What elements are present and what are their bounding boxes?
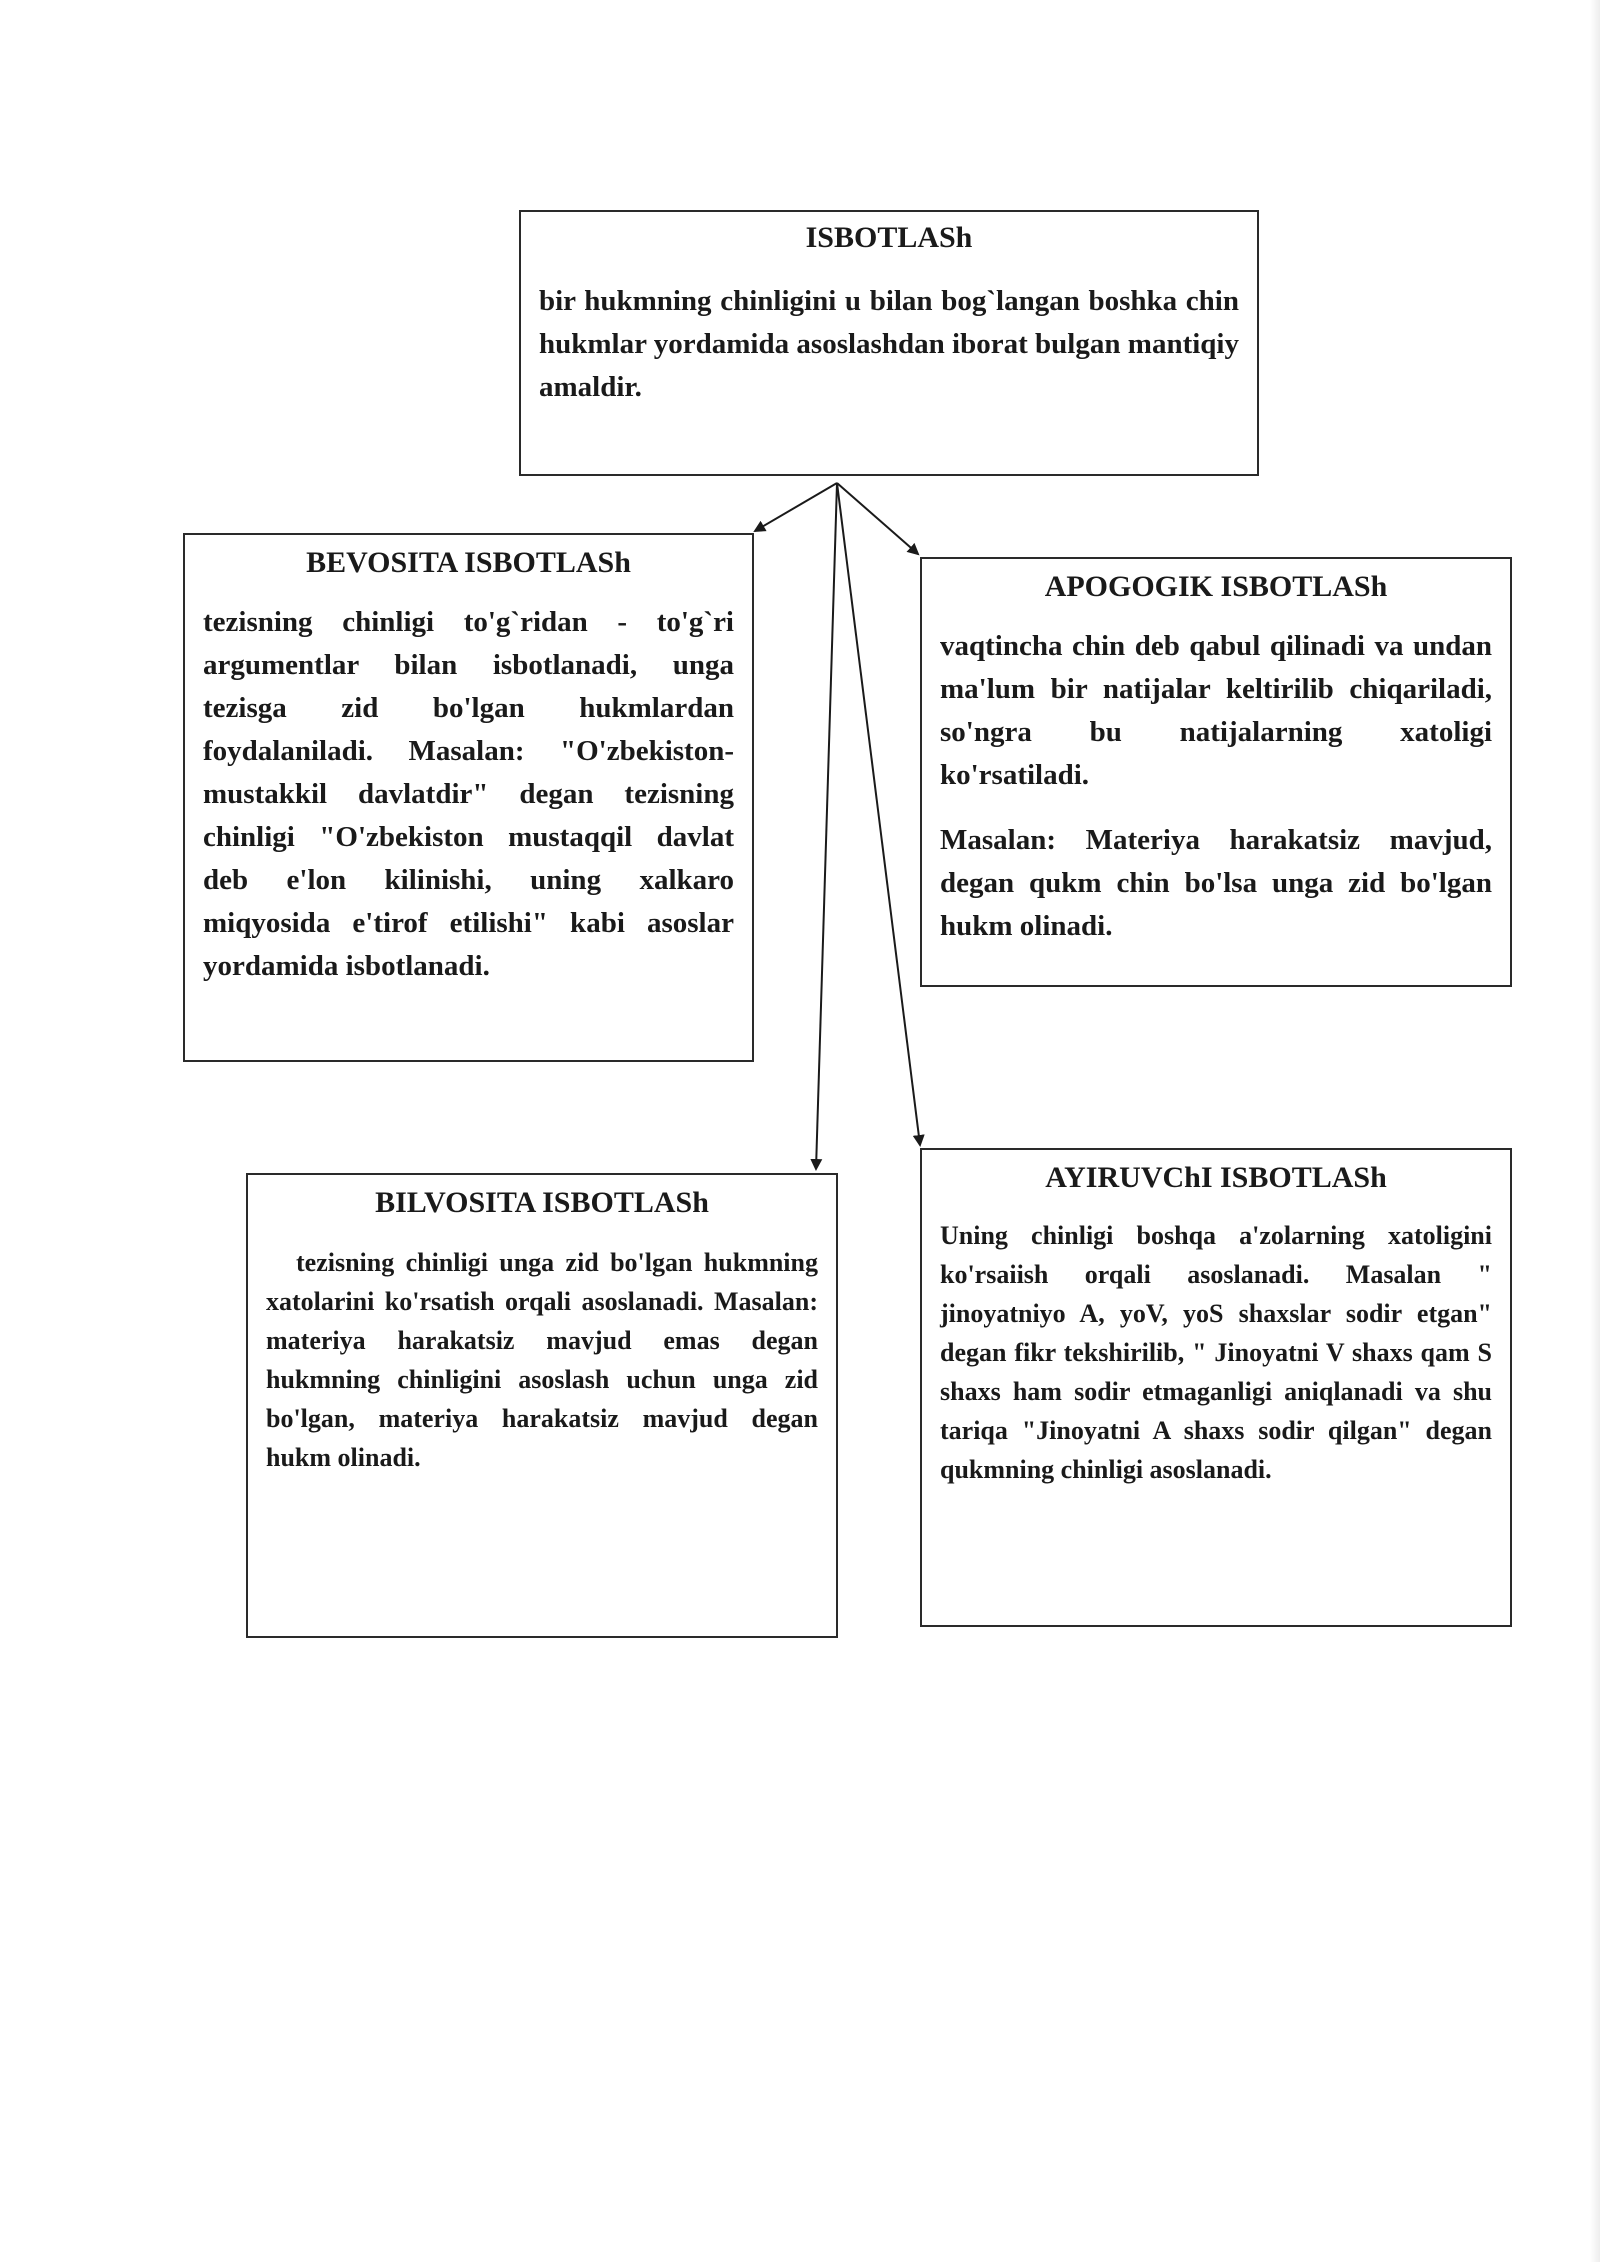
ayiruvchi-node-text: Uning chinligi boshqa a'zolarning xatoligini ko'rsaiish orqali asoslanadi. Masalan " jinoyatniyo A, yoV, yoS shaxslar sodir etgan" degan fikr tekshirilib, " Jinoyatni V shaxs qam S shaxs ham sodir etmaganligi aniqlanadi va shu tariqa "Jinoyatni A shaxs sodir qilgan" degan qukmning chinligi asoslanadi. xyxy=(940,1221,1492,1484)
apogogik-node-example: Masalan: Materiya harakatsiz mavjud, degan qukm chin bo'lsa unga zid bo'lgan hukm olinadi. xyxy=(940,824,1492,942)
bevosita-node xyxy=(183,533,754,1062)
root-node-isbotlash xyxy=(519,210,1259,476)
bevosita-node-text: tezisning chinligi to'g`ridan - to'g`ri argumentlar bilan isbotlanadi, unga tezisga zid bo'lgan hukmlardan foydalaniladi. Masalan: "O'zbekiston-mustakkil davlatdir" degan tezisning chinligi "O'zbekiston mustaqqil davlat deb e'lon kilinishi, uning xalkaro miqyosida e'tirof etilishi" kabi asoslar yordamida isbotlanadi. xyxy=(203,606,734,982)
bilvosita-node xyxy=(246,1173,838,1638)
root-node-text: bir hukmning chinligini u bilan bog`langan boshka chin hukmlar yordamida asoslashdan iborat bulgan mantiqiy amaldir. xyxy=(539,285,1239,403)
bilvosita-node-title: BILVOSITA ISBOTLASh xyxy=(375,1186,709,1219)
root-node-title: ISBOTLASh xyxy=(805,221,973,254)
apogogik-node xyxy=(920,557,1512,987)
page-edge-shadow xyxy=(1590,0,1600,2262)
apogogik-node-title: APOGOGIK ISBOTLASh xyxy=(1044,570,1388,603)
apogogik-node-text: vaqtincha chin deb qabul qilinadi va undan ma'lum bir natijalar keltirilib chiqariladi, so'ngra bu natijalarning xatoligi ko'rsatiladi. xyxy=(940,630,1492,791)
arrow-to-apogogik xyxy=(837,483,918,554)
bilvosita-node-text: tezisning chinligi unga zid bo'lgan hukmning xatolarini ko'rsatish orqali asoslanadi. Masalan: materiya harakatsiz mavjud emas degan hukmning chinligini asoslash uchun unga zid bo'lgan, materiya harakatsiz mavjud degan hukm olinadi. xyxy=(266,1248,818,1472)
ayiruvchi-node xyxy=(920,1148,1512,1627)
arrow-to-ayiruvchi xyxy=(837,483,920,1145)
bevosita-node-title: BEVOSITA ISBOTLASh xyxy=(306,546,631,579)
arrow-to-bevosita xyxy=(755,483,837,531)
arrow-to-bilvosita xyxy=(816,483,837,1169)
ayiruvchi-node-title: AYIRUVChI ISBOTLASh xyxy=(1045,1161,1387,1194)
